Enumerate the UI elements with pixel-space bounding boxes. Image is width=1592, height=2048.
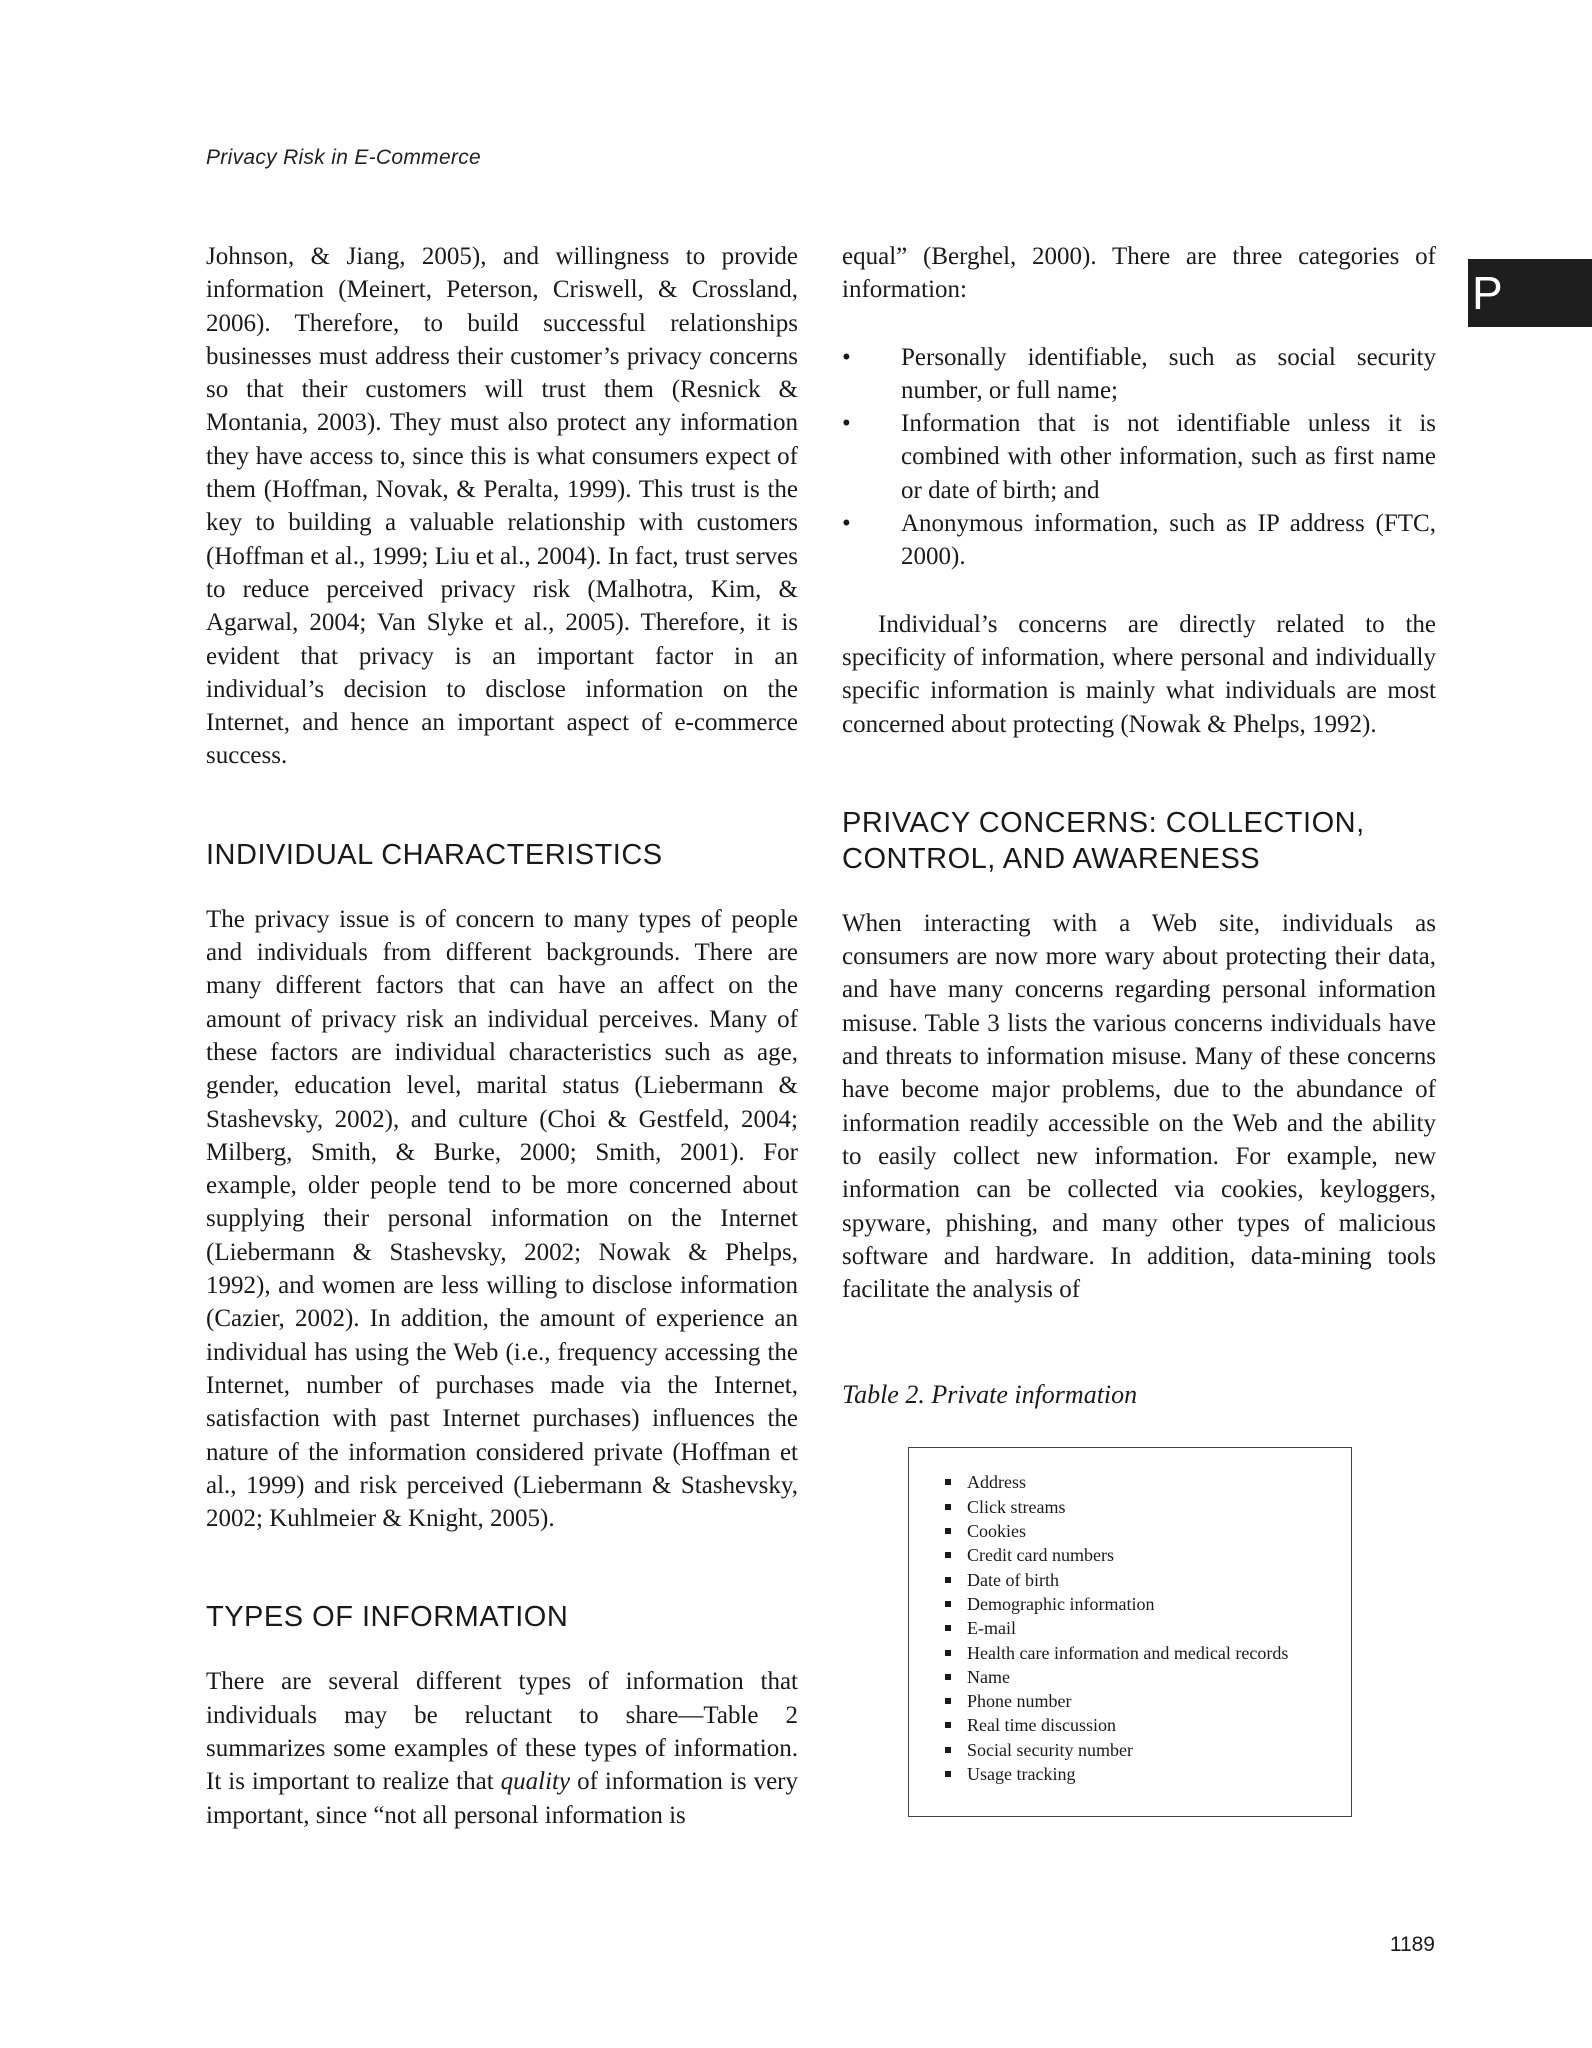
square-bullet-icon [945,1722,951,1728]
information-categories-list [842,341,1436,574]
table2-item-text: Credit card numbers [967,1545,1114,1566]
continued-paragraph-left: Johnson, & Jiang, 2005), and willingness to provide information (Meinert, Peterson, Criswell, & Crossland, 2006). Therefore, to build successful relationships businesses must address their customer’s privacy concerns so that their customers will trust them (Resnick & Montania, 2003). They must also protect any information they have access to, since this is what consumers expect of them (Hoffman, Novak, & Peralta, 1999). This trust is the key to building a valuable relationship with customers (Hoffman et al., 1999; Liu et al., 2004). In fact, trust serves to reduce perceived privacy risk (Malhotra, Kim, & Agarwal, 2004; Van Slyke et al., 2005). Therefore, it is evident that privacy is an important factor in an individual’s decision to disclose information on the Internet, and hence an important aspect of e-commerce success. [206,243,798,770]
category-item [842,507,1436,574]
table2-item [943,1689,1351,1713]
concerns-paragraph: Individual’s concerns are directly related to the specificity of information, where personal and individually specific information is mainly what individuals are most concerned about protecting (Nowak & Phelps, 1992). [842,610,1436,738]
table2-item-text: Date of birth [967,1569,1059,1590]
table2-item-text: Usage tracking [967,1763,1076,1784]
category-text: Anonymous information, such as IP address (FTC, 2000). [901,510,1436,571]
table2-item-text: Phone number [967,1691,1072,1712]
paragraph-individual-characteristics: The privacy issue is of concern to many types of people and individuals from different backgrounds. There are many different factors that can have an affect on the amount of privacy risk an individual perceives. Many of these factors are individual characteristics such as age, gender, education level, marital status (Liebermann & Stashevsky, 2002), and culture (Choi & Gestfeld, 2004; Milberg, Smith, & Burke, 2000; Smith, 2001). For example, older people tend to be more concerned about supplying their personal information on the Internet (Liebermann & Stashevsky, 2002; Nowak & Phelps, 1992), and women are less willing to disclose information (Cazier, 2002). In addition, the amount of experience an individual has using the Web (i.e., frequency accessing the Internet, number of purchases made via the Internet, satisfaction with past Internet purchases) influences the nature of the information considered private (Hoffman et al., 1999) and risk perceived (Liebermann & Stashevsky, 2002; Kuhlmeier & Knight, 2005). [206,905,798,1533]
table2-item-text: Health care information and medical records [967,1642,1289,1663]
table2-item-text: E-mail [967,1618,1016,1639]
continued-paragraph-right: equal” (Berghel, 2000). There are three categories of information: [842,243,1436,304]
table2-caption: Table 2. Private information [842,1380,1138,1410]
category-text: Information that is not identifiable unless it is combined with other information, such as first name or date of birth; and [901,410,1436,504]
square-bullet-icon [945,1552,951,1558]
types-emphasis-quality: quality [500,1768,571,1796]
table2-item [943,1568,1351,1592]
types-text-before: There are several different types of information that individuals may be reluctant to share—Table 2 summarizes some examples of these types of information. It is important to realize that [206,1668,798,1796]
table2-item [943,1519,1351,1543]
table2-item-text: Name [967,1666,1010,1687]
square-bullet-icon [945,1479,951,1485]
types-text-after: of information is very important, since “not all personal information is [206,1768,798,1829]
paragraph-types-of-information [206,1665,798,1831]
table2-item-text: Real time discussion [967,1715,1116,1736]
heading-individual-characteristics: INDIVIDUAL CHARACTERISTICS [206,838,663,871]
paragraph-privacy-concerns: When interacting with a Web site, individuals as consumers are now more wary about protecting their data, and have many concerns regarding personal information misuse. Table 3 lists the various concerns individuals have and threats to information misuse. Many of these concerns have become major problems, due to the abundance of information readily accessible on the Web and the ability to easily collect new information. For example, new information can be collected via cookies, keyloggers, spyware, phishing, and many other types of malicious software and hardware. In addition, data-mining tools facilitate the analysis of [842,909,1436,1304]
bullet-dot: • [842,410,851,438]
table2-item [943,1713,1351,1737]
square-bullet-icon [945,1698,951,1704]
table2-item [943,1495,1351,1519]
category-item [842,341,1436,408]
heading-privacy-concerns-line2: CONTROL, AND AWARENESS [842,842,1261,875]
heading-privacy-concerns-line1: PRIVACY CONCERNS: COLLECTION, [842,806,1365,839]
square-bullet-icon [945,1674,951,1680]
heading-types-of-information: TYPES OF INFORMATION [206,1601,569,1634]
square-bullet-icon [945,1577,951,1583]
category-text: Personally identifiable, such as social security number, or full name; [901,343,1436,404]
table2-item-text: Address [967,1472,1026,1493]
bullet-dot: • [842,343,851,371]
square-bullet-icon [945,1528,951,1534]
running-head: Privacy Risk in E-Commerce [206,146,482,169]
bullet-dot: • [842,510,851,538]
table2-item-text: Demographic information [967,1593,1155,1614]
table2-item [943,1738,1351,1762]
square-bullet-icon [945,1771,951,1777]
heading-privacy-concerns [842,805,1436,877]
square-bullet-icon [945,1747,951,1753]
table2-item [943,1641,1351,1665]
left-column [206,240,798,1832]
category-item [842,407,1436,507]
square-bullet-icon [945,1625,951,1631]
square-bullet-icon [945,1504,951,1510]
table2-item-text: Click streams [967,1496,1066,1517]
table2-item [943,1665,1351,1689]
right-column [842,240,1436,1817]
table2-item [943,1543,1351,1567]
table2-item [943,1470,1351,1494]
table2-item [943,1762,1351,1786]
square-bullet-icon [945,1650,951,1656]
section-thumb-tab: P [1468,259,1592,327]
square-bullet-icon [945,1601,951,1607]
table2-item-text: Cookies [967,1521,1027,1542]
table2-item [943,1616,1351,1640]
table2-list [943,1470,1351,1786]
table2-box [908,1447,1352,1817]
page-number: 1189 [1389,1933,1435,1956]
table2-item-text: Social security number [967,1739,1133,1760]
table2-item [943,1592,1351,1616]
